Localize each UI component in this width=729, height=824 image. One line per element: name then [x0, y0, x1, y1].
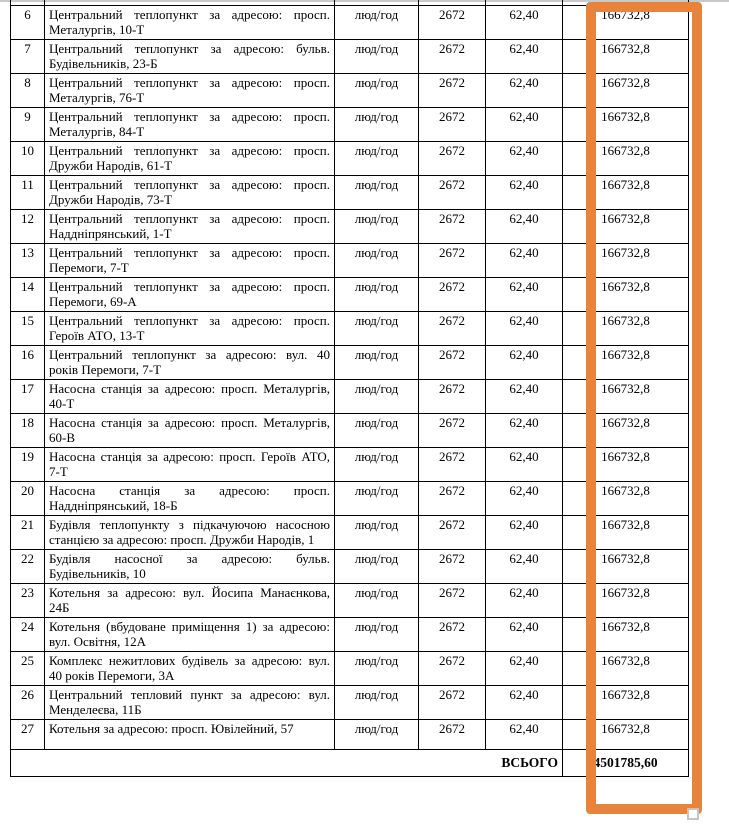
total-cell: 166732,8: [563, 108, 689, 142]
quantity-cell: 2672: [419, 176, 486, 210]
table-row: [11, 142, 689, 176]
unit-price-cell: 62,40: [486, 584, 563, 618]
table-row: [11, 6, 689, 40]
unit-price-cell: 62,40: [486, 346, 563, 380]
facility-name-cell: Насосна станція за адресою: просп. Металургів, 40-Т: [45, 380, 335, 414]
quantity-cell: 2672: [419, 40, 486, 74]
row-number-cell: 21: [11, 516, 45, 550]
unit-price-cell: 62,40: [486, 244, 563, 278]
row-number-cell: 16: [11, 346, 45, 380]
quantity-cell: 2672: [419, 686, 486, 720]
quantity-cell: 2672: [419, 720, 486, 750]
facility-name-cell: Центральний теплопункт за адресою: просп. Героїв АТО, 13-Т: [45, 312, 335, 346]
unit-price-cell: 62,40: [486, 448, 563, 482]
unit-cell: люд/год: [335, 380, 419, 414]
unit-cell: люд/год: [335, 516, 419, 550]
row-number-cell: 6: [11, 6, 45, 40]
unit-cell: люд/год: [335, 74, 419, 108]
facility-name-cell: Центральний теплопункт за адресою: бульв. Будівельників, 23-Б: [45, 40, 335, 74]
table-row: [11, 108, 689, 142]
facility-name-cell: Центральний теплопункт за адресою: просп. Дружби Народів, 61-Т: [45, 142, 335, 176]
quantity-cell: 2672: [419, 516, 486, 550]
row-number-cell: 20: [11, 482, 45, 516]
total-cell: 166732,8: [563, 618, 689, 652]
unit-price-cell: 62,40: [486, 380, 563, 414]
unit-cell: люд/год: [335, 584, 419, 618]
row-number-cell: 17: [11, 380, 45, 414]
unit-price-cell: 62,40: [486, 74, 563, 108]
total-cell: 166732,8: [563, 346, 689, 380]
quantity-cell: 2672: [419, 652, 486, 686]
unit-price-cell: 62,40: [486, 176, 563, 210]
total-value: 4501785,60: [563, 750, 689, 777]
table-row: [11, 312, 689, 346]
unit-cell: люд/год: [335, 346, 419, 380]
total-cell: 166732,8: [563, 550, 689, 584]
row-number-cell: 19: [11, 448, 45, 482]
unit-price-cell: 62,40: [486, 6, 563, 40]
row-number-cell: 12: [11, 210, 45, 244]
total-cell: 166732,8: [563, 380, 689, 414]
total-label: ВСЬОГО: [11, 750, 563, 777]
facility-name-cell: Центральний тепловий пункт за адресою: вул. Менделеєва, 11Б: [45, 686, 335, 720]
unit-cell: люд/год: [335, 108, 419, 142]
unit-price-cell: 62,40: [486, 210, 563, 244]
total-cell: 166732,8: [563, 448, 689, 482]
row-number-cell: 22: [11, 550, 45, 584]
unit-price-cell: 62,40: [486, 720, 563, 750]
table-row: [11, 584, 689, 618]
quantity-cell: 2672: [419, 108, 486, 142]
row-number-cell: 13: [11, 244, 45, 278]
table-row: [11, 448, 689, 482]
unit-cell: люд/год: [335, 652, 419, 686]
facility-name-cell: Центральний теплопункт за адресою: просп. Перемоги, 69-А: [45, 278, 335, 312]
quantity-cell: 2672: [419, 346, 486, 380]
row-number-cell: 9: [11, 108, 45, 142]
quantity-cell: 2672: [419, 278, 486, 312]
facility-name-cell: Котельня за адресою: просп. Ювілейний, 57: [45, 720, 335, 750]
total-cell: 166732,8: [563, 278, 689, 312]
unit-cell: люд/год: [335, 686, 419, 720]
facility-name-cell: Насосна станція за адресою: просп. Металургів, 60-В: [45, 414, 335, 448]
quantity-cell: 2672: [419, 6, 486, 40]
table-row: [11, 278, 689, 312]
quantity-cell: 2672: [419, 482, 486, 516]
unit-price-cell: 62,40: [486, 414, 563, 448]
row-number-cell: 11: [11, 176, 45, 210]
unit-cell: люд/год: [335, 210, 419, 244]
total-cell: 166732,8: [563, 142, 689, 176]
selection-handle-icon[interactable]: [687, 808, 699, 820]
facility-name-cell: Центральний теплопункт за адресою: просп. Перемоги, 7-Т: [45, 244, 335, 278]
row-number-cell: 18: [11, 414, 45, 448]
unit-price-cell: 62,40: [486, 618, 563, 652]
table-row: [11, 686, 689, 720]
row-number-cell: 25: [11, 652, 45, 686]
total-cell: 166732,8: [563, 6, 689, 40]
facility-name-cell: Котельня за адресою: вул. Йосипа Манаєнкова, 24Б: [45, 584, 335, 618]
unit-price-cell: 62,40: [486, 312, 563, 346]
total-cell: 166732,8: [563, 176, 689, 210]
row-number-cell: 10: [11, 142, 45, 176]
unit-cell: люд/год: [335, 414, 419, 448]
quantity-cell: 2672: [419, 584, 486, 618]
table-row: [11, 720, 689, 750]
total-cell: 166732,8: [563, 652, 689, 686]
unit-cell: люд/год: [335, 482, 419, 516]
facility-name-cell: Центральний теплопункт за адресою: просп. Металургів, 76-Т: [45, 74, 335, 108]
quantity-cell: 2672: [419, 618, 486, 652]
unit-cell: люд/год: [335, 142, 419, 176]
total-cell: 166732,8: [563, 312, 689, 346]
unit-price-cell: 62,40: [486, 278, 563, 312]
table-row: [11, 74, 689, 108]
facility-name-cell: Котельня (вбудоване приміщення 1) за адресою: вул. Освітня, 12А: [45, 618, 335, 652]
unit-price-cell: 62,40: [486, 516, 563, 550]
quantity-cell: 2672: [419, 414, 486, 448]
row-number-cell: 8: [11, 74, 45, 108]
facility-name-cell: Центральний теплопункт за адресою: просп. Металургів, 84-Т: [45, 108, 335, 142]
unit-cell: люд/год: [335, 176, 419, 210]
total-cell: 166732,8: [563, 482, 689, 516]
total-cell: 166732,8: [563, 414, 689, 448]
unit-price-cell: 62,40: [486, 652, 563, 686]
unit-price-cell: 62,40: [486, 40, 563, 74]
table-row: [11, 414, 689, 448]
table-row: [11, 550, 689, 584]
facility-name-cell: Центральний теплопункт за адресою: просп. Металургів, 10-Т: [45, 6, 335, 40]
quantity-cell: 2672: [419, 550, 486, 584]
table-row: [11, 482, 689, 516]
table-row: [11, 652, 689, 686]
unit-cell: люд/год: [335, 244, 419, 278]
table-row: [11, 176, 689, 210]
row-number-cell: 7: [11, 40, 45, 74]
facility-name-cell: Центральний теплопункт за адресою: просп. Наддніпрянський, 1-Т: [45, 210, 335, 244]
quantity-cell: 2672: [419, 244, 486, 278]
facility-name-cell: Центральний теплопункт за адресою: просп. Дружби Народів, 73-Т: [45, 176, 335, 210]
table-row: [11, 346, 689, 380]
row-number-cell: 15: [11, 312, 45, 346]
total-cell: 166732,8: [563, 686, 689, 720]
table-row: [11, 380, 689, 414]
unit-price-cell: 62,40: [486, 550, 563, 584]
unit-cell: люд/год: [335, 550, 419, 584]
facility-name-cell: Комплекс нежитлових будівель за адресою: вул. 40 років Перемоги, 3А: [45, 652, 335, 686]
tariff-table: [10, 0, 689, 777]
total-cell: 166732,8: [563, 244, 689, 278]
table-row: [11, 210, 689, 244]
unit-cell: люд/год: [335, 720, 419, 750]
facility-name-cell: Будівля насосної за адресою: бульв. Будівельників, 10: [45, 550, 335, 584]
total-cell: 166732,8: [563, 516, 689, 550]
row-number-cell: 24: [11, 618, 45, 652]
total-cell: 166732,8: [563, 720, 689, 750]
facility-name-cell: Насосна станція за адресою: просп. Наддніпрянський, 18-Б: [45, 482, 335, 516]
unit-cell: люд/год: [335, 448, 419, 482]
quantity-cell: 2672: [419, 448, 486, 482]
row-number-cell: 23: [11, 584, 45, 618]
facility-name-cell: Будівля теплопункту з підкачуючою насосною станцією за адресою: просп. Дружби Народів, 1: [45, 516, 335, 550]
row-number-cell: 14: [11, 278, 45, 312]
unit-price-cell: 62,40: [486, 142, 563, 176]
table-row: [11, 516, 689, 550]
unit-price-cell: 62,40: [486, 108, 563, 142]
total-row: [11, 750, 689, 777]
table-row: [11, 244, 689, 278]
table-row: [11, 40, 689, 74]
quantity-cell: 2672: [419, 380, 486, 414]
row-number-cell: 27: [11, 720, 45, 750]
quantity-cell: 2672: [419, 312, 486, 346]
unit-cell: люд/год: [335, 40, 419, 74]
unit-cell: люд/год: [335, 312, 419, 346]
total-cell: 166732,8: [563, 584, 689, 618]
unit-price-cell: 62,40: [486, 686, 563, 720]
quantity-cell: 2672: [419, 74, 486, 108]
table-row: [11, 618, 689, 652]
quantity-cell: 2672: [419, 210, 486, 244]
total-cell: 166732,8: [563, 40, 689, 74]
unit-cell: люд/год: [335, 618, 419, 652]
unit-price-cell: 62,40: [486, 482, 563, 516]
unit-cell: люд/год: [335, 6, 419, 40]
facility-name-cell: Насосна станція за адресою: просп. Героїв АТО, 7-Т: [45, 448, 335, 482]
unit-cell: люд/год: [335, 278, 419, 312]
row-number-cell: 26: [11, 686, 45, 720]
total-cell: 166732,8: [563, 74, 689, 108]
total-cell: 166732,8: [563, 210, 689, 244]
facility-name-cell: Центральний теплопункт за адресою: вул. 40 років Перемоги, 7-Т: [45, 346, 335, 380]
quantity-cell: 2672: [419, 142, 486, 176]
